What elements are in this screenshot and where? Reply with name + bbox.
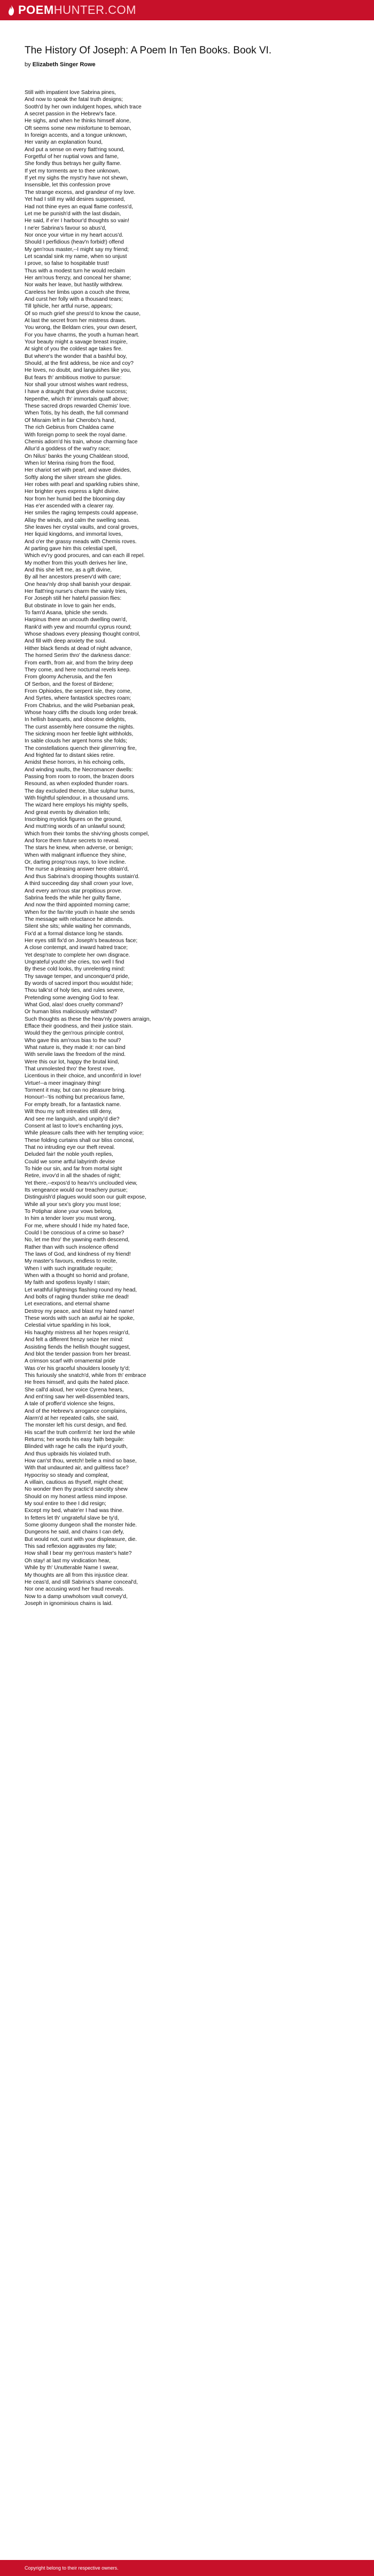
poem-line: But would not, curst with your displeasure, die. bbox=[25, 1536, 137, 1543]
poem-line: My mother from this youth derives her line, bbox=[25, 560, 128, 566]
poem-line: Rank'd with yew and mournful cyprus round; bbox=[25, 624, 132, 630]
poem-line: Efface their goodness, and their justice stain. bbox=[25, 1023, 133, 1030]
poem-line: Careless her limbs upon a couch she threw, bbox=[25, 289, 130, 295]
poem-line: He frees himself, and quits the hated place. bbox=[25, 1380, 129, 1386]
poem-line: Nor waits her leave, but hastily withdrew. bbox=[25, 282, 123, 288]
poem-line: Pretending some avenging God to fear. bbox=[25, 995, 120, 1001]
poem-line: Consent at last to love's enchanting joys, bbox=[25, 1123, 123, 1129]
poem-line: For empty breath, for a fantastick name. bbox=[25, 1101, 121, 1108]
poem-line: From Chabrius, and the wild Psebanian peak, bbox=[25, 702, 135, 709]
poem-line: Celestial virtue sparkling in his look, bbox=[25, 1322, 111, 1329]
poem-line: And now to speak the fatal truth designs; bbox=[25, 97, 123, 103]
poem-line: With frightful splendour, in a thousand urns. bbox=[25, 795, 129, 802]
poem-line: The message with reluctance he attends. bbox=[25, 916, 124, 922]
poem-line: At last the secret from her mistress draws. bbox=[25, 318, 127, 324]
poem-line: No wonder then thy practic'd sanctity shew bbox=[25, 1486, 128, 1493]
poem-line: Now to a damp unwholsom vault convey'd, bbox=[25, 1593, 128, 1600]
poem-line: A close contempt, and inward hatred trace; bbox=[25, 945, 128, 951]
poem-line: In fetters let th' ungrateful slave be ty'd, bbox=[25, 1515, 119, 1521]
poem-line: She call'd aloud, her voice Cyrena hears, bbox=[25, 1387, 124, 1393]
poem-line: Assisting fiends the hellish thought suggest, bbox=[25, 1344, 130, 1350]
poem-line: My faith and spotless loyalty I stain; bbox=[25, 1280, 111, 1286]
poem-line: Had not thine eyes an equal flame confess'd, bbox=[25, 203, 133, 210]
poem-line: These sacred drops rewarded Chemis' love. bbox=[25, 403, 131, 410]
poem-line: And put a sense on every flatt'ring sound, bbox=[25, 146, 125, 153]
poem-line: Who gave this am'rous bias to the soul? bbox=[25, 1037, 121, 1044]
site-footer bbox=[0, 2560, 374, 2576]
poem-line: With foreign pomp to seek the royal dame. bbox=[25, 432, 127, 438]
poem-line: Her am'rous frenzy, and conceal her shame; bbox=[25, 275, 131, 281]
poem-line: Sooth'd by her own indulgent hopes, which trace bbox=[25, 104, 142, 110]
poem-line: I ne'er Sabrina's favour so abus'd, bbox=[25, 225, 107, 231]
poem-line: These words with such an awful air he spoke, bbox=[25, 1316, 135, 1322]
poem-line: The wizard here employs his mighty spells, bbox=[25, 802, 129, 809]
poem-line: Which from their tombs the shiv'ring ghosts compel, bbox=[25, 831, 149, 837]
poem-line: If yet my torments are to thee unknown, bbox=[25, 168, 120, 174]
poem-line: By words of sacred import thou wouldst hide; bbox=[25, 980, 133, 986]
poem-line: And now the third appointed morning came; bbox=[25, 902, 130, 909]
poem-line: A secret passion in the Hebrew's face. bbox=[25, 111, 117, 118]
poem-line: While by th' Unutterable Name I swear, bbox=[25, 1565, 119, 1571]
poem-line: Her eyes still fix'd on Joseph's beauteous face; bbox=[25, 937, 138, 944]
poem-line: Which ev'ry good procures, and can each ill repel. bbox=[25, 553, 145, 559]
poem-line: Of so much grief she press'd to know the cause, bbox=[25, 310, 141, 317]
poem-line: One heav'nly drop shall banish your despair. bbox=[25, 581, 132, 588]
poem-line: Nor once your virtue in my heart accus'd. bbox=[25, 232, 123, 238]
poem-line: His scarf the truth confirm'd: her lord the while bbox=[25, 1429, 135, 1436]
poem-line: When for the fav'rite youth in haste she sends bbox=[25, 909, 135, 915]
poem-line: The curst assembly here consume the nights. bbox=[25, 724, 135, 730]
poem-line: Let wrathful lightnings flashing round my head, bbox=[25, 1287, 137, 1293]
poem-line: Allay the winds, and calm the swelling seas. bbox=[25, 517, 131, 523]
poem-line: Were this our lot, happy the brutal kind, bbox=[25, 1059, 120, 1065]
poem-line: Chemis adorn'd his train, whose charming face bbox=[25, 439, 138, 445]
poem-line: And great events by divination tells; bbox=[25, 809, 111, 816]
poem-line: Resound, as when exploded thunder roars. bbox=[25, 781, 129, 787]
poem-line: The day excluded thence, blue sulphur burns, bbox=[25, 788, 135, 794]
poem-line: Let scandal sink my name, when so unjust bbox=[25, 253, 127, 260]
poem-line: Amidst these horrors, in his echoing cells, bbox=[25, 760, 125, 766]
poem-line: And winding vaults, the Necromancer dwells: bbox=[25, 766, 133, 773]
poem-line: Some gloomy dungeon shall the monster hide. bbox=[25, 1522, 137, 1529]
poem-line: Would they the gen'rous principle control, bbox=[25, 1030, 124, 1037]
poem-line: Nor shall your utmost wishes want redress, bbox=[25, 382, 129, 388]
poem-line: And ent'ring saw her well-dissembled tears, bbox=[25, 1393, 130, 1400]
poem-line: Ungrateful youth! she cries, too well I find bbox=[25, 959, 124, 965]
poem-line: Could we some artful labyrinth devise bbox=[25, 1158, 115, 1165]
poem-line: When I with such ingratitude requite; bbox=[25, 1265, 113, 1272]
poem-line: Should, at the first address, be nice and coy? bbox=[25, 361, 134, 367]
poem-line: Insensible, let this confession prove bbox=[25, 182, 111, 189]
poem-line: Has e'er ascended with a clearer ray. bbox=[25, 503, 114, 509]
poem-line: My gen'rous master,--I might say my friend; bbox=[25, 246, 129, 253]
poem-line: No, let me thro' the yawning earth descend, bbox=[25, 1237, 130, 1243]
poem-line: Alarm'd at her repeated calls, she said, bbox=[25, 1415, 119, 1421]
poem-line: I have a draught that gives divine success; bbox=[25, 389, 127, 395]
poem-line: Her chariot set with pearl, and wave divides, bbox=[25, 467, 131, 474]
poem-line: To Potiphar alone your vows belong, bbox=[25, 1208, 113, 1215]
poem-line: From Ophiodes, the serpent isle, they come, bbox=[25, 688, 132, 694]
poem-line: And felt a different frenzy seize her mind: bbox=[25, 1337, 123, 1343]
poem-line: While all your sex's glory you must lose; bbox=[25, 1201, 121, 1208]
poem-line: In hellish banquets, and obscene delights, bbox=[25, 717, 126, 723]
poem-line: Could I be conscious of a crime so base? bbox=[25, 1230, 124, 1236]
poem-line: From gloomy Acherusia, and the fen bbox=[25, 674, 112, 680]
poem-line: Thus with a modest turn he would reclaim bbox=[25, 268, 125, 274]
poem-line: He sighs, and when he thinks himself alone, bbox=[25, 118, 131, 124]
poem-line: Fix'd at a formal distance long he stands. bbox=[25, 930, 123, 937]
poem-body bbox=[25, 89, 356, 1607]
poem-line: And mutt'ring words of an unlawful sound; bbox=[25, 824, 126, 830]
poem-line: Licentious in their choice, and unconfin'd in love! bbox=[25, 1073, 142, 1079]
poem-line: Of Serbon, and the forest of Birdene; bbox=[25, 681, 114, 687]
poem-line: How can'st thou, wretch! belie a mind so base, bbox=[25, 1458, 137, 1464]
poem-line: Till Iphicle, her artful nurse, appears; bbox=[25, 303, 113, 310]
poem-line: Deluded fair! the noble youth replies, bbox=[25, 1152, 113, 1158]
poem-line: This furiously she snatch'd, while from th' embrace bbox=[25, 1372, 146, 1379]
poem-line: To fam'd Asana, Iphicle she sends. bbox=[25, 610, 108, 616]
poem-line: My soul entire to thee I did resign; bbox=[25, 1501, 106, 1507]
poem-line: By these cold looks, thy unrelenting mind: bbox=[25, 966, 126, 973]
poem-line: The strange excess, and grandeur of my love. bbox=[25, 189, 136, 195]
poem-line: Torment it may, but can no pleasure bring. bbox=[25, 1087, 126, 1094]
poem-line: And frighted far to distant skies retire. bbox=[25, 752, 115, 758]
poem-line: Should on my honest artless mind impose. bbox=[25, 1493, 127, 1500]
poem-line: These folding curtains shall our bliss conceal, bbox=[25, 1137, 134, 1144]
poem-byline bbox=[25, 61, 374, 68]
poem-line: She leaves her crystal vaults, and coral groves, bbox=[25, 524, 139, 530]
poem-line: The nurse a pleasing answer here obtain'd, bbox=[25, 866, 129, 873]
poem-line: Let execrations, and eternal shame bbox=[25, 1301, 110, 1307]
poem-line: Of Misraim left in fair Cherobo's hand, bbox=[25, 417, 116, 424]
poem-line: Distinguish'd plagues would soon our guilt expose, bbox=[25, 1194, 146, 1201]
poem-line: A villain, cautious as thyself, might cheat; bbox=[25, 1479, 124, 1486]
poem-line: To hide our sin, and far from mortal sight bbox=[25, 1165, 122, 1172]
poem-line: A third succeeding day shall crown your love, bbox=[25, 881, 134, 887]
poem-line: Her vanity an explanation found, bbox=[25, 139, 103, 146]
poem-line: I prove, so false to hospitable trust! bbox=[25, 261, 109, 267]
poem-line: Allur'd a goddess of the wat'ry race; bbox=[25, 446, 111, 452]
poem-line: Thy savage temper, and unconquer'd pride, bbox=[25, 973, 130, 980]
poem-line: And see me languish, and unpity'd die? bbox=[25, 1116, 120, 1122]
poem-line: What God, alas! does cruelty command? bbox=[25, 1002, 123, 1008]
poem-line: Her smiles the raging tempests could appease, bbox=[25, 510, 138, 516]
poem-line: Yet had I still my wild desires suppressed, bbox=[25, 197, 126, 203]
poem-line: That unmolested thro' the forest rove, bbox=[25, 1066, 115, 1072]
poem-line: Still with impatient love Sabrina pines, bbox=[25, 90, 116, 96]
poem-line: Retire, invov'd in all the shades of night; bbox=[25, 1173, 121, 1179]
poem-line: Sabrina feeds the while her guilty flame, bbox=[25, 895, 121, 901]
site-header bbox=[0, 0, 374, 20]
poem-line: Such thoughts as these the heav'nly powers arraign, bbox=[25, 1016, 151, 1022]
flame-logo-icon bbox=[7, 4, 15, 16]
poem-line: They come, and here nocturnal revels keep. bbox=[25, 667, 131, 673]
poem-line: By all her ancestors preserv'd with care; bbox=[25, 574, 121, 581]
poem-line: Oft seems some new misfortune to bemoan, bbox=[25, 125, 131, 131]
poem-line: The rich Gebirus from Chaldea came bbox=[25, 425, 114, 431]
poem-line: And every am'rous star propitious prove. bbox=[25, 888, 122, 894]
logo-domain-text: HUNTER.COM bbox=[53, 3, 136, 17]
byline-prefix: by bbox=[25, 61, 31, 68]
poem-line: And bolts of raging thunder strike me dead! bbox=[25, 1294, 129, 1301]
poem-line: Its vengeance would our treachery pursue; bbox=[25, 1187, 128, 1193]
poem-line: While pleasure calls thee with her tempting voice; bbox=[25, 1130, 144, 1137]
poem-line: When with malignant influence they shine, bbox=[25, 852, 127, 858]
poem-line: Forgetful of her nuptial vows and fame, bbox=[25, 154, 119, 160]
poem-line: And o'er the grassy meads with Chemis roves. bbox=[25, 538, 137, 545]
poem-line: And Syrtes, where fantastick spectres roam; bbox=[25, 695, 131, 702]
poem-line: The sickning moon her feeble light withholds, bbox=[25, 731, 134, 737]
poem-line: He said, if e'er I harbour'd thoughts so vain! bbox=[25, 218, 129, 224]
author-link[interactable]: Elizabeth Singer Rowe bbox=[32, 61, 96, 68]
poem-line: And of the Hebrew's arrogance complains, bbox=[25, 1408, 127, 1414]
poem-line: Oh stay! at last my vindication hear, bbox=[25, 1557, 111, 1564]
poem-line: Dungeons he said, and chains I can defy, bbox=[25, 1529, 124, 1536]
poem-title: The History Of Joseph: A Poem In Ten Books. Book VI. bbox=[25, 45, 272, 56]
poem-line: And force them future secrets to reveal. bbox=[25, 838, 120, 844]
poem-line: Whose hoary cliffs the clouds long order break. bbox=[25, 709, 138, 716]
logo-text: POEM bbox=[18, 3, 54, 17]
poem-line: Let me be punish'd with the last disdain, bbox=[25, 210, 121, 217]
poem-line: If yet my sighs the myst'ry have not shewn, bbox=[25, 175, 128, 182]
poem-line: When lo! Merina rising from the flood, bbox=[25, 460, 115, 466]
poem-line: On Nilus' banks the young Chaldean stood, bbox=[25, 453, 129, 459]
poem-line: Should I perfidious (heav'n forbid!) offend bbox=[25, 239, 124, 246]
poem-line: His haughty mistress all her hopes resign'd, bbox=[25, 1329, 130, 1336]
poem-line: Hither black fiends at dead of night advance, bbox=[25, 645, 133, 652]
poem-line: The laws of God, and kindness of my friend! bbox=[25, 1251, 131, 1258]
poem-line: Her liquid kingdoms, and immortal loves, bbox=[25, 531, 123, 538]
poem-line: And thus upbraids his violated truth. bbox=[25, 1451, 111, 1457]
poem-line: What nature is, they made it: nor can bind bbox=[25, 1045, 126, 1051]
poem-line: Harpinus there an uncouth dwelling own'd, bbox=[25, 617, 127, 623]
poem-line: Virtue!--a meer imaginary thing! bbox=[25, 1080, 101, 1086]
poem-line: My thoughts are all from this injustice clear. bbox=[25, 1572, 129, 1578]
poem-line: And blot the tender passion from her breast. bbox=[25, 1351, 131, 1357]
poem-line: Thou talk'st of holy ties, and rules severe, bbox=[25, 988, 125, 994]
poem-line: Nor one accusing word her fraud reveals. bbox=[25, 1586, 124, 1593]
poem-line: And this she left me, as a gift divine, bbox=[25, 567, 112, 574]
poem-line: At parting gave him this celestial spell, bbox=[25, 546, 117, 552]
poem-line: Inscribing mystick figures on the ground, bbox=[25, 817, 122, 823]
poem-line: In him a tender lover you must wrong, bbox=[25, 1216, 116, 1222]
poem-line: And curst her folly with a thousand tears; bbox=[25, 296, 123, 302]
poem-line: The monster left his curst design, and fled. bbox=[25, 1422, 127, 1429]
poem-line: Whose shadows every pleasing thought control, bbox=[25, 631, 141, 638]
footer-copyright: Copyright belong to their respective owners. bbox=[25, 2565, 119, 2571]
poem-line: With servile laws the freedom of the mind. bbox=[25, 1052, 126, 1058]
poem-line: Except my bed, whate'er I had was thine. bbox=[25, 1508, 124, 1514]
poem-line: Softly along the silver stream she glides. bbox=[25, 474, 122, 481]
poem-line: Was o'er his graceful shoulders loosely ty'd; bbox=[25, 1365, 130, 1372]
poem-line: How shall I bear my gen'rous master's hate? bbox=[25, 1551, 132, 1557]
poem-line: Yet desp'rate to complete her own disgrace. bbox=[25, 952, 130, 958]
poem-line: That no intruding eye our theft reveal. bbox=[25, 1144, 115, 1150]
poem-line: And fill with deep anxiety the soul. bbox=[25, 638, 107, 645]
poem-line: You wrong, the Beldam cries, your own desert, bbox=[25, 325, 137, 331]
poem-line: Honour!--'tis nothing but precarious fame, bbox=[25, 1094, 125, 1101]
poem-line: Hypocrisy so steady and compleat, bbox=[25, 1472, 109, 1478]
poem-line: In foreign accents, and a tongue unknown, bbox=[25, 132, 128, 139]
poem-line: Yet there,--expos'd to heav'n's unclouded view, bbox=[25, 1180, 138, 1186]
poem-line: Silent she sits; while waiting her commands, bbox=[25, 923, 131, 930]
poem-line: And thus Sabrina's drooping thoughts sustain'd. bbox=[25, 873, 140, 880]
poem-line: From earth, from air, and from the briny deep bbox=[25, 660, 133, 666]
poem-line: Returns; her words his easy faith beguile: bbox=[25, 1436, 124, 1443]
poem-line: She fondly thus betrays her guilty flame. bbox=[25, 161, 122, 167]
poem-line: Wilt thou my soft intreaties still deny, bbox=[25, 1109, 112, 1115]
poem-line: Blinded with rage he calls the injur'd youth, bbox=[25, 1444, 128, 1450]
poem-line: He ceas'd, and still Sabrina's shame conceal'd, bbox=[25, 1579, 138, 1585]
poem-line: My master's favours, endless to recite, bbox=[25, 1258, 118, 1265]
poem-line: For me, where should I hide my hated face, bbox=[25, 1223, 129, 1229]
poem-line: Joseph in ignominious chains is laid. bbox=[25, 1600, 113, 1607]
poem-line: The stars he knew, when adverse, or benign; bbox=[25, 845, 133, 851]
poem-content bbox=[0, 20, 374, 1607]
poem-line: At sight of you the coldest age takes fire. bbox=[25, 346, 123, 353]
poem-line: Her flatt'ring nurse's charm the vainly tries, bbox=[25, 589, 127, 595]
poem-line: Nor from her humid bed the blooming day bbox=[25, 496, 126, 502]
poem-line: A crimson scarf with ornamental pride bbox=[25, 1358, 115, 1365]
poem-line: The horned Serim thro' the darkness dance: bbox=[25, 653, 131, 659]
poem-line: In sable clouds her argent horns she folds; bbox=[25, 738, 127, 745]
poem-line: Or, darting prosp'rous rays, to love incline. bbox=[25, 859, 126, 866]
poem-line: Her robes with pearl and sparkling rubies shine, bbox=[25, 481, 140, 488]
poem-line: Destroy my peace, and blast my hated name! bbox=[25, 1308, 134, 1314]
poem-line: Rather than with such insolence offend bbox=[25, 1244, 119, 1250]
poem-line: Or human bliss maliciously withstand? bbox=[25, 1009, 117, 1015]
poem-line: But where's the wonder that a bashful boy, bbox=[25, 353, 127, 359]
poem-line: With that undaunted air, and guiltless face? bbox=[25, 1465, 129, 1471]
poem-line: Her brighter eyes express a light divine. bbox=[25, 489, 120, 495]
poem-line: But fears th' ambitious motive to pursue: bbox=[25, 374, 122, 381]
poem-line: Nepenthe, which th' immortals quaff above; bbox=[25, 396, 129, 402]
poem-line: Passing from room to room, the brazen doors bbox=[25, 774, 134, 780]
poem-line: This sad reflexion aggravates my fate; bbox=[25, 1544, 117, 1550]
poem-line: But obstinate in love to gain her ends, bbox=[25, 602, 116, 609]
poem-line: The constellations quench their glimm'ring fire, bbox=[25, 745, 137, 751]
poem-line: When Totis, by his death, the full command bbox=[25, 410, 129, 417]
poem-line: When with a thought so horrid and profane, bbox=[25, 1273, 129, 1279]
poem-line: A tale of proffer'd violence she feigns, bbox=[25, 1401, 115, 1407]
site-logo[interactable] bbox=[7, 3, 136, 17]
poem-line: Your beauty might a savage breast inspire, bbox=[25, 339, 128, 346]
poem-line: He loves, no doubt, and languishes like you, bbox=[25, 367, 131, 374]
poem-line: For you have charms, the youth a human heart. bbox=[25, 332, 139, 338]
poem-line: For Joseph still her hateful passion flies: bbox=[25, 596, 122, 602]
